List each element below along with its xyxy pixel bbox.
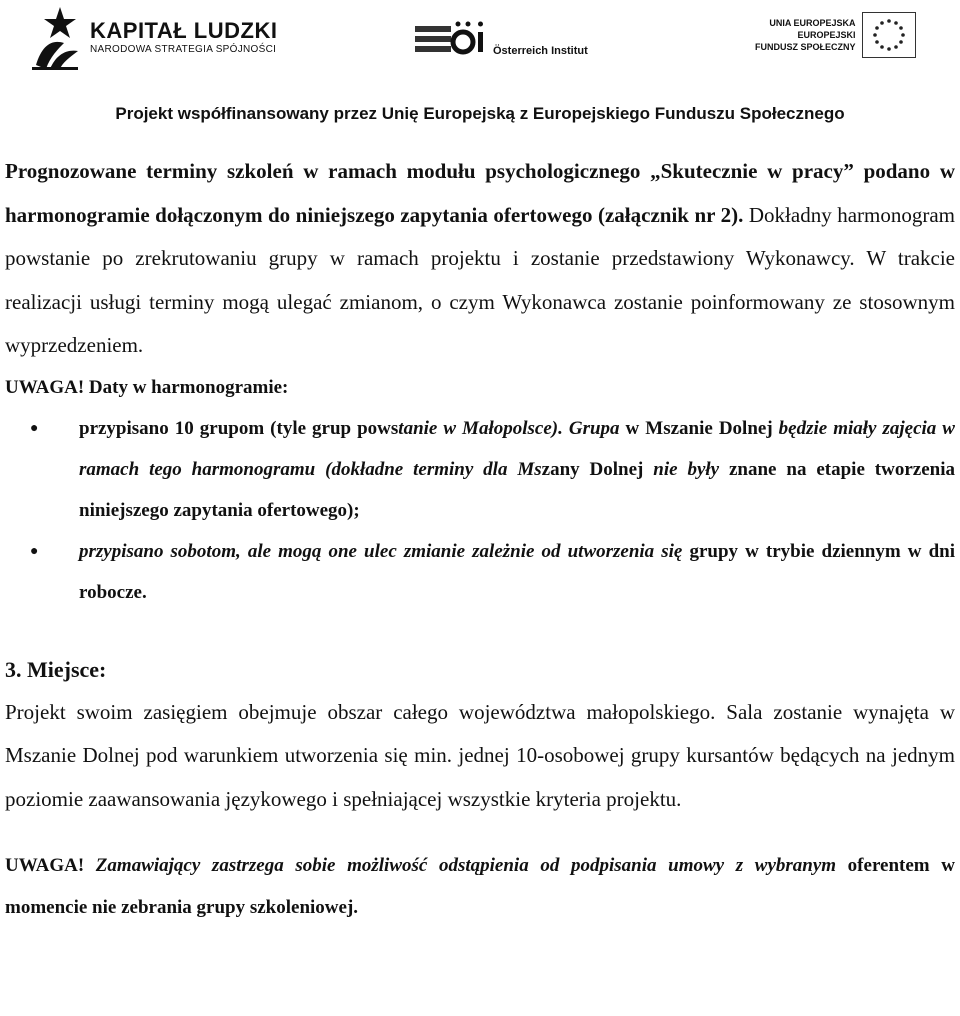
oi-name: Österreich Institut [493,45,588,57]
eu-flag [862,12,916,58]
page-header [0,0,960,80]
eu-logo [755,12,916,58]
paragraph-schedule-rest: Dokładny harmonogram powstanie po zrekrutowaniu grupy w ramach projektu i zostanie przedstawiony Wykonawcy. W trakcie realizacji usługi terminy mogą ulegać zmianom, o czym Wykonawca zostanie poinformowany ze stosownym wyprzedzeniem. [5,202,955,357]
eu-line-3: FUNDUSZ SPOŁECZNY [755,42,856,52]
oi-mark-icon [415,18,489,58]
list-item: ● przypisano sobotom, ale mogą one ulec zmianie zależnie od utworzenia się grupy w trybie dziennym w dni robocze. [5,531,955,613]
note-reservation-rest: oferentem w momencie nie zebrania grupy szkoleniowej. [5,855,955,918]
document-body [5,150,955,929]
note-reservation-label: UWAGA! [5,855,85,876]
bullet-icon: ● [30,420,39,436]
cofunding-statement: Projekt współfinansowany przez Unię Europejską z Europejskiego Funduszu Społecznego [115,104,845,123]
list-item: ● przypisano 10 grupom (tyle grup powstanie w Małopolsce). Grupa w Mszanie Dolnej będzie miały zajęcia w ramach tego harmonogramu (dokładne terminy dla Mszany Dolnej nie były znane na etapie tworzenia niniejszego zapytania ofertowego); [5,408,955,531]
kapital-ludzki-logo [30,5,277,71]
note-dates: UWAGA! Daty w harmonogramie: [5,376,289,398]
kapital-subtitle: NARODOWA STRATEGIA SPÓJNOŚCI [90,44,277,55]
bullet-icon: ● [30,543,39,559]
paragraph-schedule-bold: Prognozowane terminy szkoleń w ramach modułu psychologicznego „Skutecznie w pracy” podano w harmonogramie dołączonym do niniejszego zapytania ofertowego (załącznik nr 2). [5,159,955,227]
paragraph-location: Projekt swoim zasięgiem obejmuje obszar całego województwa małopolskiego. Sala zostanie wynajęta w Mszanie Dolnej pod warunkiem utworzenia się min. jednej 10-osobowej grupy kursantów będących na jednym poziomie zaawansowania językowego i spełniającej wszystkie kryteria projektu. [5,699,955,811]
note-reservation-italic: Zamawiający zastrzega sobie możliwość odstąpienia od podpisania umowy z wybranym [84,855,837,876]
kapital-title: KAPITAŁ LUDZKI [90,18,278,43]
osterreich-institut-logo [415,18,588,58]
star-figure-icon [30,5,82,71]
dates-bullet-list [5,408,955,613]
eu-line-1: UNIA EUROPEJSKA [769,18,856,28]
paragraph-schedule [5,150,955,368]
note-reservation [5,845,955,929]
eu-line-2: EUROPEJSKI [797,30,856,40]
section-heading-location: 3. Miejsce: [5,656,107,682]
eu-star-circle-icon [867,15,911,55]
